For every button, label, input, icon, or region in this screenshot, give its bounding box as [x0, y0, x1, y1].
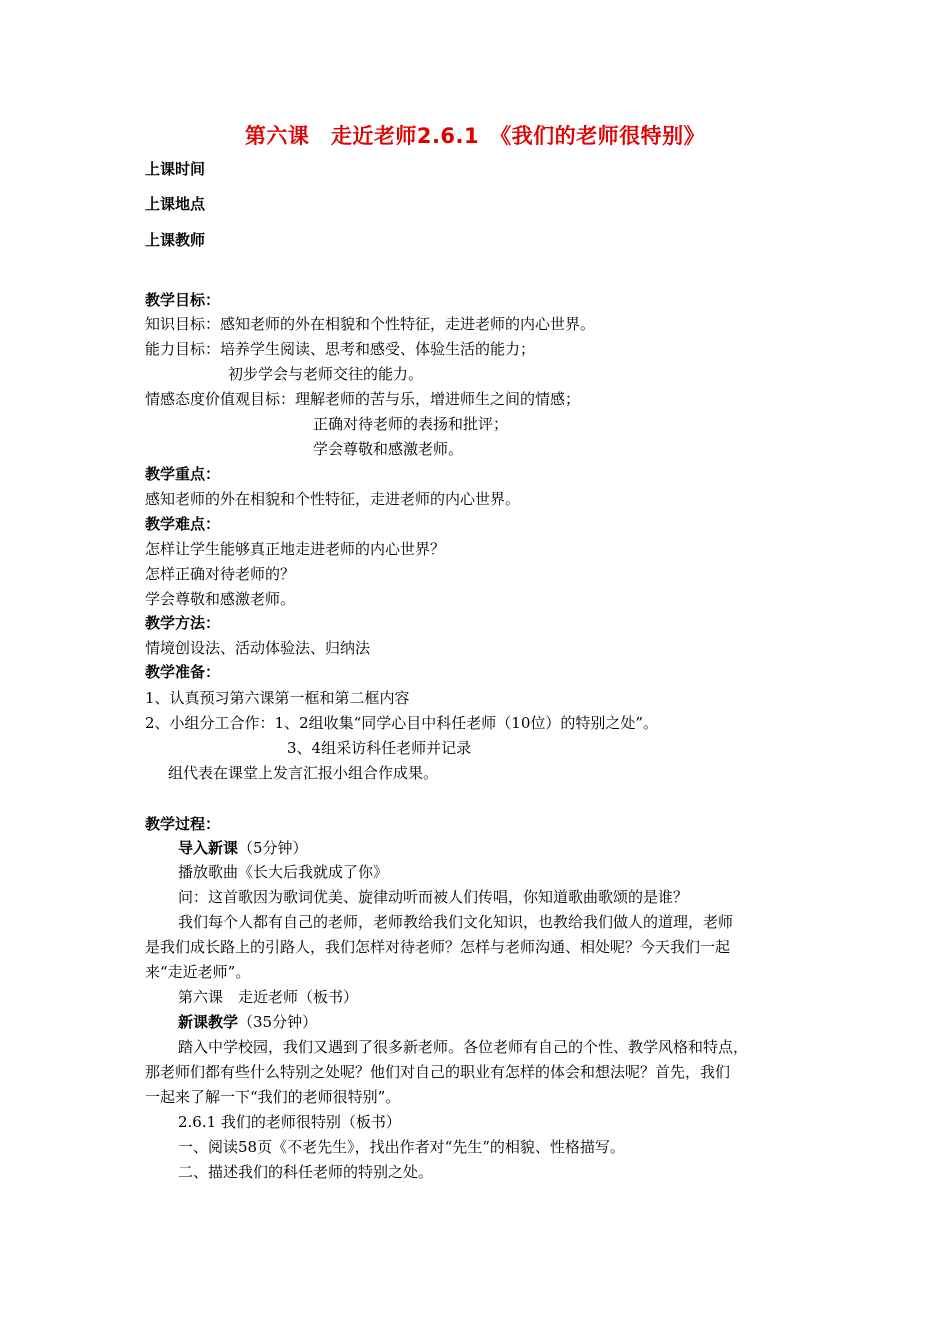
para2-line3: 一起来了解一下“我们的老师很特别”。 — [145, 1088, 401, 1106]
methods-heading: 教学方法： — [145, 614, 221, 632]
difficulties-heading: 教学难点： — [145, 515, 221, 533]
para1-line3: 来“走近老师”。 — [145, 963, 251, 981]
new-lesson-label: 新课教学 — [178, 1013, 239, 1031]
intro-time: （5分钟） — [238, 839, 308, 857]
class-place-label: 上课地点 — [145, 195, 206, 213]
preparation-3: 3、4组采访科任老师并记录 — [287, 739, 472, 757]
lesson-title: 第六课 走近老师2.6.1 《我们的老师很特别》 — [244, 124, 706, 148]
key-points-heading: 教学重点： — [145, 465, 221, 483]
task-2: 二、描述我们的科任老师的特别之处。 — [178, 1163, 434, 1181]
para2-line2: 那老师们都有些什么特别之处呢？他们对自己的职业有怎样的体会和想法呢？首先，我们 — [145, 1063, 731, 1081]
preparation-2: 2、小组分工合作：1、2组收集“同学心目中科任老师（10位）的特别之处”。 — [145, 714, 659, 732]
class-teacher-label: 上课教师 — [145, 231, 206, 249]
difficulty-3: 学会尊敬和感激老师。 — [145, 590, 296, 608]
preparation-4: 组代表在课堂上发言汇报小组合作成果。 — [168, 764, 439, 782]
difficulty-2: 怎样正确对待老师的？ — [145, 565, 296, 583]
class-time-label: 上课时间 — [145, 160, 206, 178]
board-note-2: 2.6.1 我们的老师很特别（板书） — [178, 1113, 401, 1131]
goal-ability-2: 初步学会与老师交往的能力。 — [228, 365, 424, 383]
process-heading: 教学过程： — [145, 815, 221, 833]
new-lesson-time: （35分钟） — [238, 1013, 318, 1031]
goal-knowledge: 知识目标：感知老师的外在相貌和个性特征，走进老师的内心世界。 — [145, 315, 596, 333]
preparation-1: 1、认真预习第六课第一框和第二框内容 — [145, 689, 410, 707]
new-lesson-line — [178, 1010, 317, 1034]
goal-emotion-1: 情感态度价值观目标：理解老师的苦与乐，增进师生之间的情感； — [145, 390, 581, 408]
para2-line1: 踏入中学校园，我们又遇到了很多新老师。各位老师有自己的个性、教学风格和特点， — [178, 1038, 749, 1056]
intro-label: 导入新课 — [178, 839, 239, 857]
key-points-text: 感知老师的外在相貌和个性特征，走进老师的内心世界。 — [145, 490, 521, 508]
goal-emotion-2: 正确对待老师的表扬和批评； — [313, 415, 509, 433]
task-1: 一、阅读58页《不老先生》，找出作者对“先生”的相貌、性格描写。 — [178, 1138, 625, 1156]
preparation-heading: 教学准备： — [145, 663, 221, 681]
para1-line2: 是我们成长路上的引路人，我们怎样对待老师？怎样与老师沟通、相处呢？今天我们一起 — [145, 938, 731, 956]
difficulty-1: 怎样让学生能够真正地走进老师的内心世界？ — [145, 540, 446, 558]
goal-ability-1: 能力目标：培养学生阅读、思考和感受、体验生活的能力； — [145, 340, 536, 358]
para1-line1: 我们每个人都有自己的老师，老师教给我们文化知识，也教给我们做人的道理，老师 — [178, 913, 734, 931]
song-line: 播放歌曲《长大后我就成了你》 — [178, 863, 389, 881]
goals-heading: 教学目标： — [145, 291, 221, 309]
question-line: 问：这首歌因为歌词优美、旋律动听而被人们传唱，你知道歌曲歌颂的是谁？ — [178, 888, 689, 906]
methods-text: 情境创设法、活动体验法、归纳法 — [145, 639, 371, 657]
goal-emotion-3: 学会尊敬和感激老师。 — [313, 440, 464, 458]
board-note-1: 第六课 走近老师（板书） — [178, 988, 359, 1006]
intro-line — [178, 836, 308, 860]
